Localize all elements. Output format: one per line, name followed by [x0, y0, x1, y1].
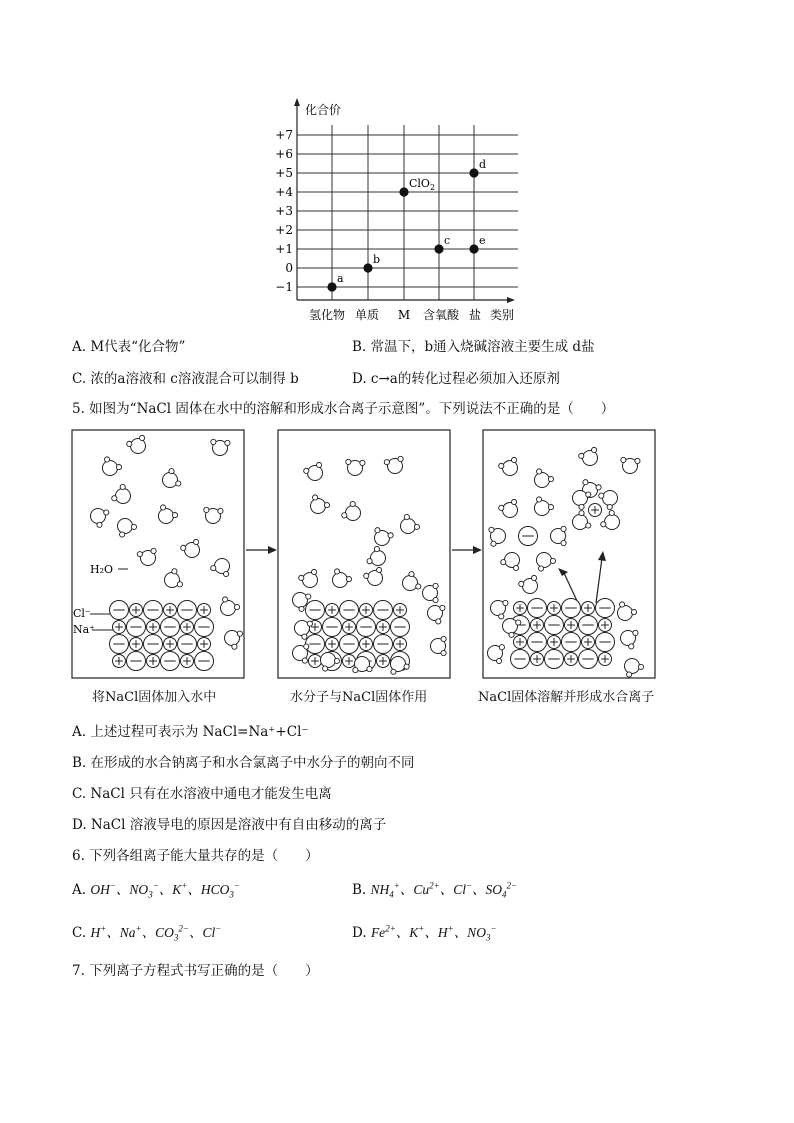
water-hydrogen: [218, 508, 223, 513]
water-oxygen: [535, 473, 550, 488]
caption-panel-2: 水分子与NaCl固体作用: [290, 690, 428, 705]
water-hydrogen: [499, 645, 504, 650]
y-tick-label: −1: [275, 280, 293, 294]
water-hydrogen: [491, 541, 496, 546]
water-hydrogen: [579, 453, 584, 458]
x-tick-label: 盐: [468, 308, 482, 322]
water-hydrogen: [586, 523, 591, 528]
water-hydrogen: [561, 540, 566, 545]
water-oxygen: [293, 593, 308, 608]
water-oxygen: [346, 506, 361, 521]
point-label: e: [479, 234, 486, 247]
chart-y-axis-label: 化合价: [305, 103, 342, 117]
chart-x-ticks: [309, 307, 481, 322]
water-hydrogen: [503, 600, 508, 605]
point-label: a: [337, 272, 344, 285]
caption-panel-1: 将NaCl固体加入水中: [92, 690, 217, 705]
nacl-dissolution-diagram: [70, 428, 660, 683]
q4-option-c: C. 浓的a溶液和 c溶液混合可以制得 b: [72, 371, 299, 387]
caption-panel-3: NaCl固体溶解并形成水合离子: [478, 690, 655, 705]
water-hydrogen: [629, 644, 634, 649]
water-hydrogen: [509, 632, 514, 637]
water-hydrogen: [436, 619, 441, 624]
water-hydrogen: [169, 469, 174, 474]
arrow-up-right-head: [598, 551, 606, 561]
label-na-ion: Na⁺: [73, 623, 95, 636]
label-cl-ion: Cl⁻: [73, 607, 91, 620]
data-point: [327, 282, 336, 291]
water-hydrogen: [193, 539, 198, 544]
panel-2-molecules: [293, 456, 447, 674]
water-oxygen: [321, 653, 336, 668]
data-point: [469, 244, 478, 253]
water-hydrogen: [222, 597, 227, 602]
q4-option-d: D. c→a的转化过程必须加入还原剂: [352, 371, 560, 387]
water-hydrogen: [596, 485, 601, 490]
water-hydrogen: [334, 569, 339, 574]
water-hydrogen: [104, 510, 109, 515]
y-tick-label: 0: [285, 261, 293, 275]
water-hydrogen: [638, 664, 643, 669]
x-tick-label: 氢化物: [308, 308, 346, 322]
water-hydrogen: [531, 575, 536, 580]
chart-x-axis-label: 类别: [490, 308, 515, 322]
water-hydrogen: [416, 584, 421, 589]
water-hydrogen: [237, 631, 242, 636]
water-hydrogen: [311, 569, 316, 574]
water-hydrogen: [591, 447, 596, 452]
y-tick-label: +5: [275, 166, 293, 180]
water-oxygen: [118, 519, 133, 534]
q6-option-a: A. OH−、$NO_3^-$、K+、$HCO_3^-$: [72, 880, 240, 900]
point-label: b: [373, 253, 381, 266]
q4-option-b: B. 常温下，b通入烧碱溶液主要生成 d盐: [352, 339, 595, 355]
data-point: [469, 168, 478, 177]
water-oxygen: [91, 509, 106, 524]
water-hydrogen: [433, 597, 438, 602]
water-hydrogen: [334, 658, 339, 663]
water-hydrogen: [302, 634, 307, 639]
arrow-up-right: [596, 558, 602, 603]
water-hydrogen: [350, 501, 355, 506]
water-hydrogen: [409, 572, 414, 577]
water-hydrogen: [97, 522, 102, 527]
water-hydrogen: [177, 582, 182, 587]
point-label: d: [479, 158, 487, 171]
water-oxygen: [535, 501, 550, 516]
water-oxygen: [401, 519, 416, 534]
arrow-1-head: [268, 546, 277, 554]
water-hydrogen: [384, 460, 389, 465]
water-oxygen: [333, 573, 348, 588]
water-hydrogen: [513, 565, 518, 570]
water-hydrogen: [538, 566, 543, 571]
water-hydrogen: [499, 614, 504, 619]
water-hydrogen: [225, 440, 230, 445]
chart-points: [327, 158, 486, 292]
water-hydrogen: [621, 457, 626, 462]
y-tick-label: +7: [275, 128, 293, 142]
y-axis-arrow: [294, 98, 300, 106]
water-hydrogen: [561, 526, 566, 531]
water-hydrogen: [181, 545, 186, 550]
water-oxygen: [537, 553, 552, 568]
water-oxygen: [573, 491, 588, 506]
water-hydrogen: [364, 573, 369, 578]
water-hydrogen: [306, 594, 311, 599]
water-hydrogen: [204, 507, 209, 512]
water-oxygen: [116, 489, 131, 504]
water-hydrogen: [223, 571, 228, 576]
arrow-up-left-head: [558, 568, 568, 576]
water-oxygen: [371, 551, 386, 566]
water-hydrogen: [631, 610, 636, 615]
water-hydrogen: [440, 605, 445, 610]
water-hydrogen: [579, 511, 584, 516]
water-hydrogen: [353, 667, 358, 672]
water-hydrogen: [548, 505, 553, 510]
water-hydrogen: [234, 605, 239, 610]
water-oxygen: [503, 619, 518, 634]
y-tick-label: +2: [275, 223, 293, 237]
water-hydrogen: [119, 532, 124, 537]
q5-stem: 5. 如图为“NaCl 固体在水中的溶解和形成水合离子示意图”。下列说法不正确的是（ ）: [72, 401, 615, 417]
water-hydrogen: [519, 581, 524, 586]
point-label: ClO$_2$: [409, 177, 436, 192]
water-hydrogen: [511, 499, 516, 504]
y-tick-label: +6: [275, 147, 293, 161]
data-point: [363, 263, 372, 272]
water-oxygen: [221, 601, 236, 616]
water-hydrogen: [299, 575, 304, 580]
q6-option-c: C. H+、Na+、$CO_3^{2-}$、Cl−: [72, 923, 222, 943]
water-hydrogen: [211, 439, 216, 444]
water-hydrogen: [496, 658, 501, 663]
water-hydrogen: [112, 496, 117, 501]
point-label: c: [444, 234, 451, 247]
q5-option-c: C. NaCl 只有在水溶液中通电才能发生电离: [72, 786, 332, 802]
water-hydrogen: [367, 666, 372, 671]
water-oxygen: [603, 491, 618, 506]
water-hydrogen: [414, 524, 419, 529]
water-oxygen: [311, 499, 326, 514]
label-h2o: H₂O: [90, 563, 114, 576]
q4-option-a: A. M代表“化合物”: [72, 339, 186, 355]
water-hydrogen: [388, 533, 393, 538]
water-hydrogen: [299, 606, 304, 611]
water-hydrogen: [433, 583, 438, 588]
water-hydrogen: [131, 524, 136, 529]
q6-stem: 6. 下列各组离子能大量共存的是（ ）: [72, 848, 319, 864]
water-oxygen: [618, 606, 633, 621]
water-hydrogen: [619, 602, 624, 607]
panel-1-molecules: [91, 435, 243, 670]
x-tick-label: 单质: [354, 308, 380, 322]
water-hydrogen: [607, 504, 612, 509]
water-hydrogen: [211, 566, 216, 571]
water-hydrogen: [511, 457, 516, 462]
water-oxygen: [605, 515, 620, 530]
x-axis-arrow: [507, 297, 515, 303]
water-hydrogen: [342, 513, 347, 518]
water-hydrogen: [120, 484, 125, 489]
y-tick-label: +1: [275, 242, 293, 256]
water-hydrogen: [633, 630, 638, 635]
water-hydrogen: [312, 495, 317, 500]
y-tick-label: +4: [275, 185, 293, 199]
water-hydrogen: [307, 621, 312, 626]
q6-option-d: D. $Fe^{2+}$、K+、H+、$NO_3^-$: [352, 923, 497, 943]
x-tick-label: M: [397, 308, 411, 322]
water-hydrogen: [346, 577, 351, 582]
water-hydrogen: [151, 548, 156, 553]
water-hydrogen: [441, 636, 446, 641]
water-hydrogen: [391, 669, 396, 674]
water-hydrogen: [404, 514, 409, 519]
water-hydrogen: [499, 463, 504, 468]
water-hydrogen: [550, 558, 555, 563]
y-tick-label: +3: [275, 204, 293, 218]
water-hydrogen: [360, 460, 365, 465]
water-hydrogen: [635, 458, 640, 463]
q6-option-b: B. $NH_4^+$、$Cu^{2+}$、Cl−、$SO_4^{2-}$: [352, 880, 518, 900]
water-hydrogen: [232, 644, 237, 649]
water-hydrogen: [346, 459, 351, 464]
water-hydrogen: [316, 462, 321, 467]
water-hydrogen: [139, 435, 144, 440]
water-oxygen: [159, 509, 174, 524]
water-hydrogen: [601, 522, 606, 527]
q7-stem: 7. 下列离子方程式书写正确的是（ ）: [72, 963, 319, 979]
water-hydrogen: [516, 620, 521, 625]
water-hydrogen: [322, 666, 327, 671]
water-hydrogen: [536, 469, 541, 474]
water-hydrogen: [609, 510, 614, 515]
water-hydrogen: [376, 567, 381, 572]
water-hydrogen: [489, 527, 494, 532]
water-hydrogen: [398, 456, 403, 461]
water-hydrogen: [367, 559, 372, 564]
water-hydrogen: [499, 505, 504, 510]
q5-option-b: B. 在形成的水合钠离子和水合氯离子中水分子的朝向不同: [72, 755, 415, 771]
chart-grid: [297, 125, 518, 300]
water-hydrogen: [586, 492, 591, 497]
valence-chart: [255, 92, 535, 327]
data-point: [399, 187, 408, 196]
water-hydrogen: [176, 481, 181, 486]
water-hydrogen: [599, 493, 604, 498]
water-hydrogen: [579, 504, 584, 509]
water-oxygen: [573, 515, 588, 530]
water-hydrogen: [116, 465, 121, 470]
chart-y-ticks: [275, 128, 293, 294]
water-hydrogen: [304, 644, 309, 649]
water-hydrogen: [137, 552, 142, 557]
water-hydrogen: [441, 650, 446, 655]
water-hydrogen: [375, 528, 380, 533]
water-hydrogen: [172, 569, 177, 574]
water-oxygen: [625, 659, 640, 674]
water-hydrogen: [548, 477, 553, 482]
water-hydrogen: [160, 505, 165, 510]
water-oxygen: [103, 461, 118, 476]
water-hydrogen: [374, 546, 379, 551]
water-hydrogen: [536, 497, 541, 502]
water-hydrogen: [172, 513, 177, 518]
water-hydrogen: [404, 664, 409, 669]
water-hydrogen: [127, 441, 132, 446]
water-hydrogen: [501, 560, 506, 565]
q5-option-d: D. NaCl 溶液导电的原因是溶液中有自由移动的离子: [72, 817, 387, 833]
water-oxygen: [403, 576, 418, 591]
arrow-2-head: [473, 546, 482, 554]
water-hydrogen: [304, 468, 309, 473]
q5-option-a: A. 上述过程可表示为 NaCl=Na⁺+Cl⁻: [72, 724, 309, 740]
panel-3-molecules: [488, 447, 644, 677]
water-hydrogen: [104, 457, 109, 462]
water-hydrogen: [583, 480, 588, 485]
water-hydrogen: [324, 503, 329, 508]
x-tick-label: 含氧酸: [422, 308, 460, 322]
water-oxygen: [163, 473, 178, 488]
data-point: [434, 244, 443, 253]
water-hydrogen: [626, 672, 631, 677]
water-hydrogen: [302, 658, 307, 663]
